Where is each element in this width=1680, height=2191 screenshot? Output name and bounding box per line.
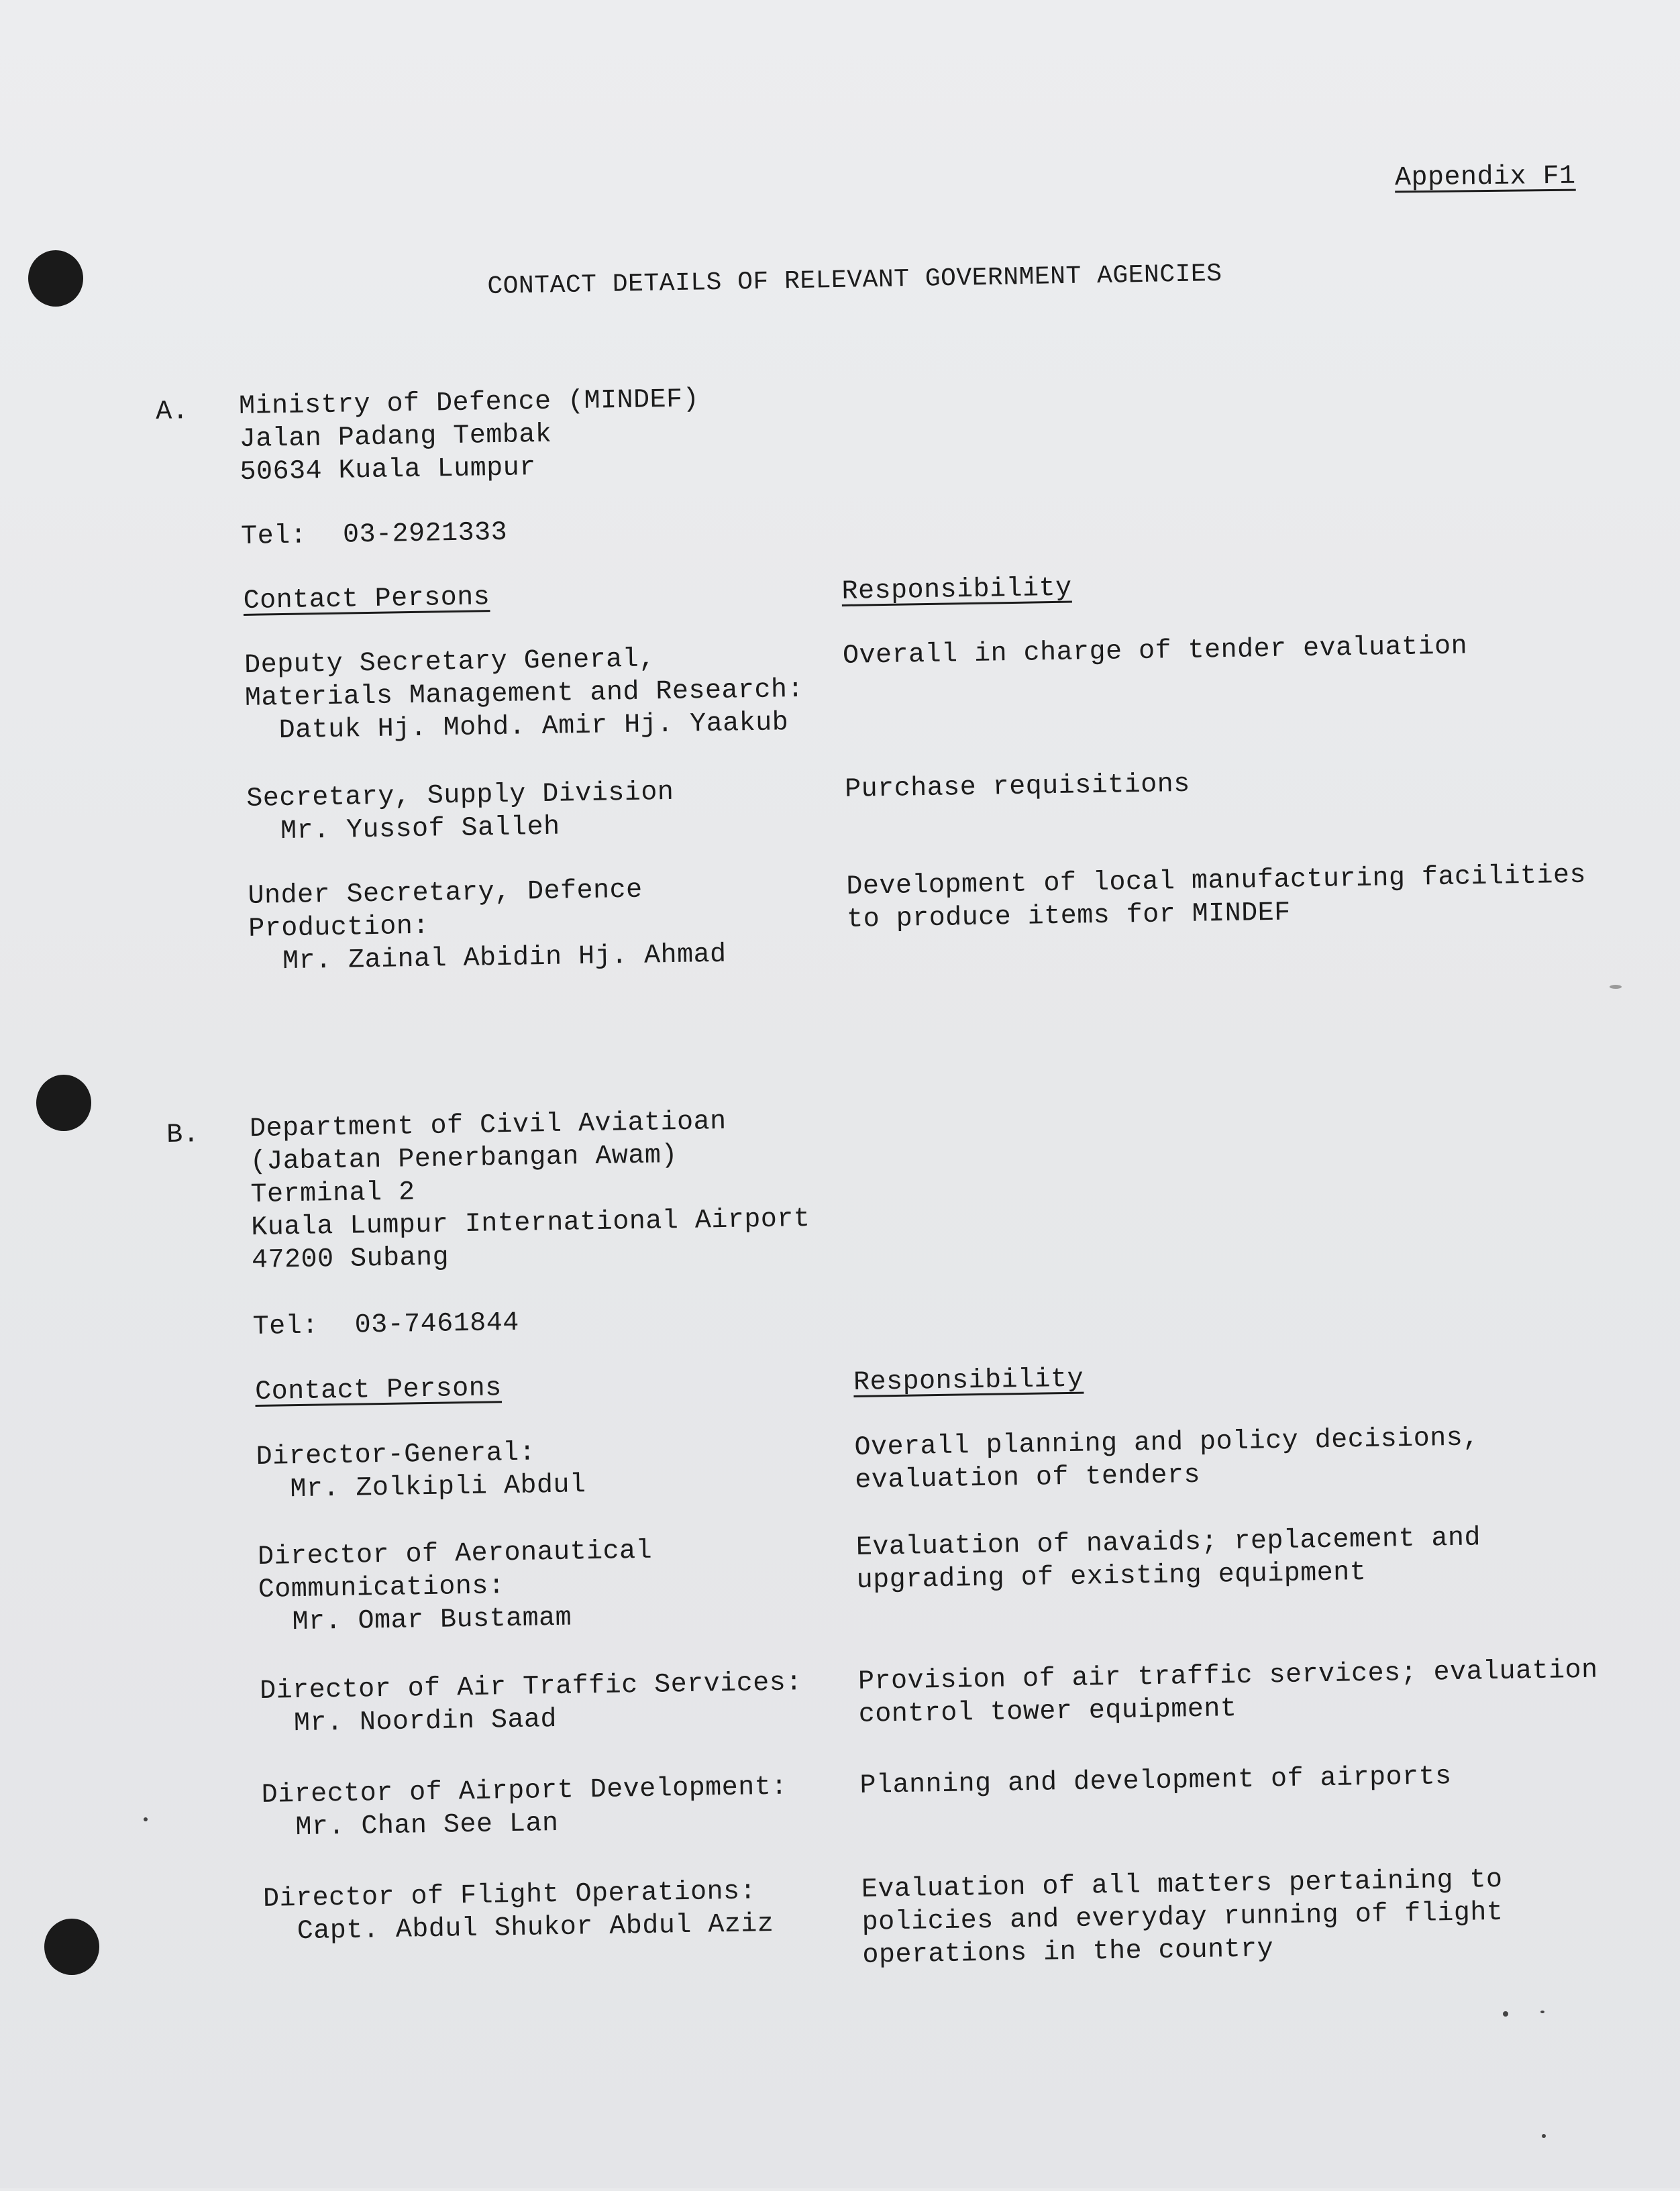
responsibility-text: Overall in charge of tender evaluation — [842, 631, 1468, 672]
responsibility-text: Provision of air traffic services; evaluation — [857, 1655, 1599, 1697]
section-letter: A. — [155, 396, 189, 427]
contacts-heading: Contact Persons — [254, 1373, 503, 1408]
address-line: Jalan Padang Tembak — [239, 419, 552, 456]
responsibility-text: upgrading of existing equipment — [856, 1558, 1367, 1596]
contact-name: Mr. Chan See Lan — [295, 1808, 559, 1843]
tel-label: Tel: — [240, 521, 307, 552]
contact-name: Mr. Omar Bustamam — [292, 1603, 572, 1638]
tel-number: 03-7461844 — [354, 1307, 520, 1341]
responsibility-text: control tower equipment — [858, 1694, 1237, 1730]
contact-title: Deputy Secretary General, — [244, 644, 656, 681]
contact-name: Mr. Zolkipli Abdul — [290, 1470, 586, 1505]
responsibility-text: evaluation of tenders — [855, 1460, 1201, 1496]
responsibility-heading: Responsibility — [841, 573, 1072, 607]
address-line: Kuala Lumpur International Airport — [251, 1204, 810, 1244]
contact-title: Director of Airport Development: — [261, 1772, 788, 1811]
responsibility-text: Evaluation of navaids; replacement and — [855, 1523, 1481, 1563]
contacts-heading: Contact Persons — [243, 582, 490, 617]
contact-title: Director of Aeronautical — [257, 1536, 653, 1572]
contact-title: Director of Flight Operations: — [262, 1876, 757, 1915]
responsibility-text: Purchase requisitions — [844, 769, 1191, 805]
agency-name: Department of Civil Aviatioan — [249, 1106, 727, 1145]
page-title: CONTACT DETAILS OF RELEVANT GOVERNMENT AGENCIES — [487, 259, 1222, 301]
responsibility-text: policies and everyday running of flight — [861, 1897, 1504, 1938]
contact-name: Mr. Zainal Abidin Hj. Ahmad — [282, 939, 727, 977]
contact-name: Datuk Hj. Mohd. Amir Hj. Yaakub — [278, 708, 789, 747]
responsibility-text: Planning and development of airports — [859, 1762, 1452, 1801]
address-line: (Jabatan Penerbangan Awam) — [250, 1140, 678, 1178]
contact-name: Mr. Yussof Salleh — [280, 812, 560, 847]
contact-title: Secretary, Supply Division — [246, 777, 674, 814]
responsibility-text: Evaluation of all matters pertaining to — [861, 1864, 1503, 1905]
contact-title: Director of Air Traffic Services: — [259, 1668, 803, 1707]
contact-name: Mr. Noordin Saad — [293, 1705, 558, 1740]
contact-title: Communications: — [258, 1571, 505, 1605]
agency-name: Ministry of Defence (MINDEF) — [238, 384, 700, 423]
address-line: 47200 Subang — [251, 1242, 450, 1277]
responsibility-text: operations in the country — [862, 1934, 1274, 1971]
responsibility-heading: Responsibility — [853, 1364, 1084, 1398]
contact-name: Capt. Abdul Shukor Abdul Aziz — [297, 1909, 774, 1947]
appendix-label: Appendix F1 — [1394, 161, 1576, 194]
tel-number: 03-2921333 — [342, 517, 508, 551]
section-letter: B. — [166, 1120, 200, 1151]
contact-title: Production: — [248, 911, 430, 945]
contact-title: Director-General: — [256, 1438, 536, 1473]
responsibility-text: Development of local manufacturing facilities — [846, 860, 1587, 902]
responsibility-text: Overall planning and policy decisions, — [854, 1423, 1480, 1463]
tel-label: Tel: — [252, 1311, 319, 1343]
contact-title: Under Secretary, Defence — [248, 875, 643, 912]
address-line: Terminal 2 — [250, 1177, 415, 1211]
contact-title: Materials Management and Research: — [244, 674, 804, 714]
address-line: 50634 Kuala Lumpur — [240, 453, 537, 488]
responsibility-text: to produce items for MINDEF — [846, 898, 1292, 935]
